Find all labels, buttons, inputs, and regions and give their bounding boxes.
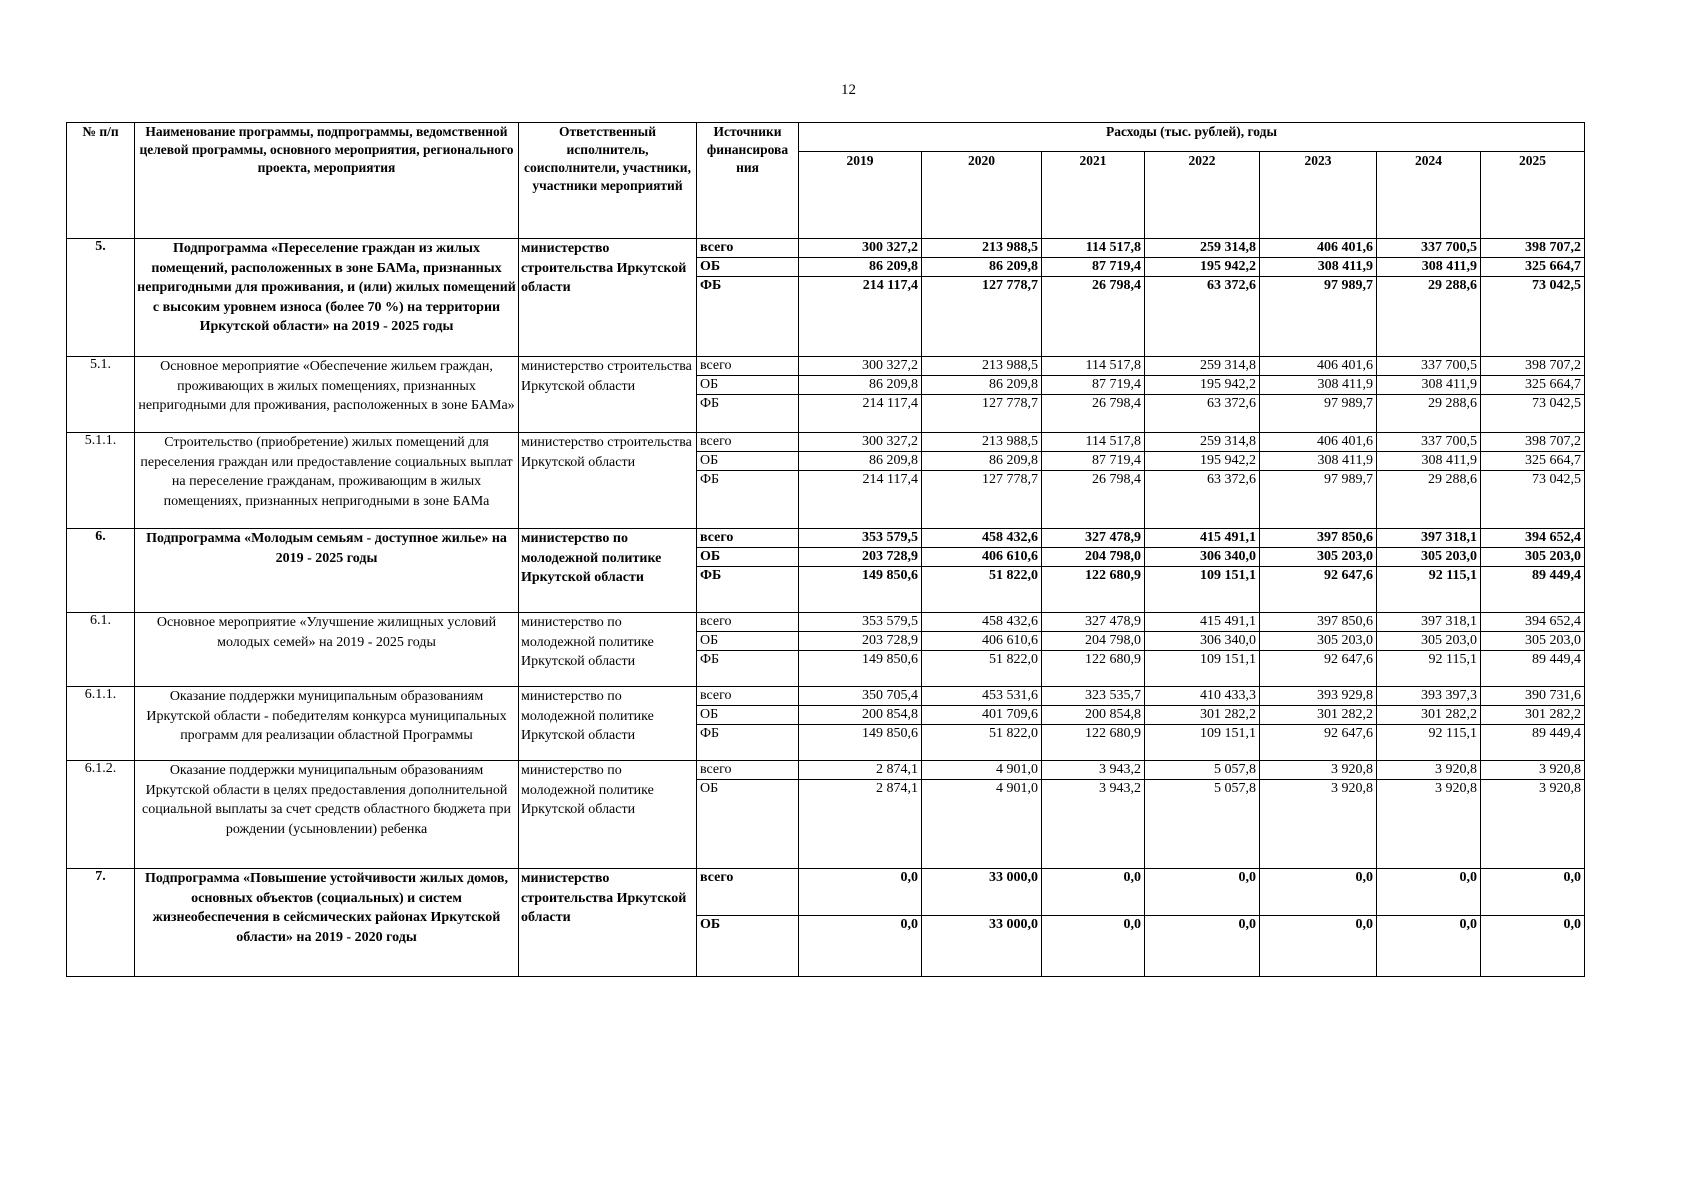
row-responsible: министерство по молодежной политике Иркутской области (519, 687, 697, 761)
row-responsible: министерство строительства Иркутской области (519, 357, 697, 433)
year-values (1042, 357, 1145, 433)
value-cell: 200 854,8 (799, 705, 921, 724)
row-number: 5.1. (67, 357, 135, 433)
year-values (1377, 529, 1481, 613)
header-sources: Источники финансирова ния (697, 123, 799, 239)
value-cell: 0,0 (1123, 870, 1141, 885)
value-cell: 390 731,6 (1525, 688, 1582, 703)
year-values (799, 869, 922, 977)
value-cell: 200 854,8 (1042, 705, 1144, 724)
value-cell: 308 411,9 (1377, 257, 1480, 276)
value-cell: 5 057,8 (1145, 779, 1259, 798)
value-cell: 122 680,9 (1042, 566, 1144, 585)
header-name: Наименование программы, подпрограммы, ведомственной целевой программы, основного мероприятия, регионального проекта, мероприятия (135, 123, 519, 239)
value-cell: 213 988,5 (982, 240, 1038, 255)
value-cell: 0,0 (1238, 870, 1256, 885)
value-cell: 26 798,4 (1042, 470, 1144, 489)
header-year: 2019 (799, 152, 922, 239)
row-sources (697, 357, 799, 433)
header-year: 2020 (922, 152, 1042, 239)
table-header (67, 123, 1585, 239)
header-expenses: Расходы (тыс. рублей), годы (799, 123, 1585, 152)
value-cell: 29 288,6 (1377, 470, 1480, 489)
value-cell: 415 491,1 (1200, 614, 1256, 629)
value-cell: 300 327,2 (862, 358, 918, 373)
year-values (1145, 529, 1260, 613)
value-cell: 325 664,7 (1481, 451, 1584, 470)
source-label: всего (700, 434, 732, 449)
year-values (1260, 239, 1377, 357)
header-year: 2025 (1481, 152, 1585, 239)
year-values (1377, 613, 1481, 687)
row-responsible: министерство по молодежной политике Иркутской области (519, 761, 697, 869)
year-values (1260, 869, 1377, 977)
year-values (1260, 613, 1377, 687)
value-cell: 401 709,6 (922, 705, 1041, 724)
header-year: 2022 (1145, 152, 1260, 239)
value-cell: 89 449,4 (1481, 724, 1584, 743)
value-cell: 305 203,0 (1377, 547, 1480, 566)
year-values (1042, 869, 1145, 977)
year-values (799, 433, 922, 529)
value-cell: 92 115,1 (1377, 650, 1480, 669)
value-cell: 301 282,2 (1481, 705, 1584, 724)
source-label: всего (700, 688, 732, 703)
value-cell: 305 203,0 (1481, 631, 1584, 650)
year-values (922, 433, 1042, 529)
table-row (67, 761, 1585, 869)
year-values (1481, 357, 1585, 433)
value-cell: 305 203,0 (1260, 631, 1376, 650)
row-sources (697, 433, 799, 529)
value-cell: 114 517,8 (1085, 434, 1141, 449)
value-cell: 127 778,7 (922, 276, 1041, 295)
year-values (1481, 869, 1585, 977)
value-cell: 213 988,5 (982, 434, 1038, 449)
year-values (1145, 761, 1260, 869)
year-values (1042, 529, 1145, 613)
source-label: ФБ (697, 470, 798, 489)
value-cell: 308 411,9 (1260, 257, 1376, 276)
year-values (1377, 433, 1481, 529)
value-cell: 213 988,5 (982, 358, 1038, 373)
value-cell: 398 707,2 (1525, 434, 1582, 449)
value-cell: 306 340,0 (1145, 547, 1259, 566)
value-cell: 393 929,8 (1317, 688, 1373, 703)
row-number: 6.1.1. (67, 687, 135, 761)
value-cell: 394 652,4 (1525, 614, 1582, 629)
value-cell: 122 680,9 (1042, 650, 1144, 669)
year-values (799, 529, 922, 613)
value-cell: 26 798,4 (1042, 394, 1144, 413)
year-values (1260, 357, 1377, 433)
value-cell: 308 411,9 (1377, 375, 1480, 394)
value-cell: 33 000,0 (922, 915, 1041, 939)
row-responsible: министерство по молодежной политике Иркутской области (519, 613, 697, 687)
year-values (1145, 613, 1260, 687)
value-cell: 323 535,7 (1085, 688, 1141, 703)
value-cell: 453 531,6 (982, 688, 1038, 703)
value-cell: 63 372,6 (1145, 470, 1259, 489)
row-name: Основное мероприятие «Обеспечение жильем граждан, проживающих в жилых помещениях, признанных непригодными для проживания, расположенных в зоне БАМа» (135, 357, 519, 433)
value-cell: 214 117,4 (799, 276, 921, 295)
value-cell: 3 920,8 (1331, 762, 1373, 777)
value-cell: 406 610,6 (922, 547, 1041, 566)
value-cell: 114 517,8 (1085, 240, 1141, 255)
value-cell: 87 719,4 (1042, 375, 1144, 394)
year-values (1481, 433, 1585, 529)
header-year: 2023 (1260, 152, 1377, 239)
header-year: 2024 (1377, 152, 1481, 239)
value-cell: 0,0 (1481, 915, 1584, 939)
row-sources (697, 239, 799, 357)
value-cell: 0,0 (1145, 915, 1259, 939)
value-cell: 308 411,9 (1260, 375, 1376, 394)
row-responsible: министерство строительства Иркутской области (519, 869, 697, 977)
year-values (922, 613, 1042, 687)
value-cell: 308 411,9 (1377, 451, 1480, 470)
source-label: ФБ (697, 394, 798, 413)
value-cell: 86 209,8 (799, 375, 921, 394)
value-cell: 393 397,3 (1421, 688, 1477, 703)
value-cell: 337 700,5 (1421, 240, 1477, 255)
value-cell: 195 942,2 (1145, 375, 1259, 394)
value-cell: 92 115,1 (1377, 566, 1480, 585)
value-cell: 0,0 (900, 870, 918, 885)
value-cell: 397 318,1 (1421, 530, 1477, 545)
table-row (67, 433, 1585, 529)
value-cell: 3 920,8 (1435, 762, 1477, 777)
year-values (1260, 529, 1377, 613)
source-label: всего (700, 614, 732, 629)
source-label: всего (700, 870, 734, 885)
value-cell: 4 901,0 (922, 779, 1041, 798)
value-cell: 300 327,2 (862, 240, 918, 255)
row-number: 6. (67, 529, 135, 613)
value-cell: 0,0 (1042, 915, 1144, 939)
header-responsible: Ответственный исполнитель, соисполнители, участники, участники мероприятий (519, 123, 697, 239)
year-values (1260, 761, 1377, 869)
value-cell: 204 798,0 (1042, 547, 1144, 566)
value-cell: 306 340,0 (1145, 631, 1259, 650)
value-cell: 259 314,8 (1200, 358, 1256, 373)
value-cell: 3 920,8 (1377, 779, 1480, 798)
row-name: Строительство (приобретение) жилых помещений для переселения граждан или предоставление социальных выплат на переселение гражданам, проживающим в жилых помещениях, признанных непригодными в зоне БАМа (135, 433, 519, 529)
value-cell: 2 874,1 (876, 762, 918, 777)
year-values (1042, 239, 1145, 357)
row-number: 5. (67, 239, 135, 357)
value-cell: 0,0 (1260, 915, 1376, 939)
value-cell: 406 401,6 (1317, 240, 1373, 255)
row-name: Подпрограмма «Молодым семьям - доступное жилье» на 2019 - 2025 годы (135, 529, 519, 613)
row-number: 7. (67, 869, 135, 977)
year-values (1481, 529, 1585, 613)
value-cell: 89 449,4 (1481, 650, 1584, 669)
source-label: всего (700, 530, 734, 545)
value-cell: 51 822,0 (922, 566, 1041, 585)
value-cell: 394 652,4 (1525, 530, 1582, 545)
value-cell: 327 478,9 (1085, 530, 1141, 545)
year-values (799, 357, 922, 433)
value-cell: 0,0 (1563, 870, 1582, 885)
value-cell: 114 517,8 (1085, 358, 1141, 373)
value-cell: 149 850,6 (799, 650, 921, 669)
value-cell: 259 314,8 (1200, 434, 1256, 449)
table-row (67, 239, 1585, 357)
value-cell: 325 664,7 (1481, 375, 1584, 394)
value-cell: 410 433,3 (1200, 688, 1256, 703)
value-cell: 305 203,0 (1377, 631, 1480, 650)
value-cell: 350 705,4 (862, 688, 918, 703)
year-values (799, 613, 922, 687)
source-label: ОБ (697, 451, 798, 470)
value-cell: 97 989,7 (1260, 470, 1376, 489)
value-cell: 0,0 (1459, 870, 1477, 885)
source-label: всего (700, 358, 732, 373)
value-cell: 5 057,8 (1214, 762, 1256, 777)
year-values (922, 529, 1042, 613)
value-cell: 29 288,6 (1377, 276, 1480, 295)
year-values (1145, 687, 1260, 761)
table-row (67, 613, 1585, 687)
value-cell: 86 209,8 (922, 375, 1041, 394)
value-cell: 353 579,5 (862, 614, 918, 629)
value-cell: 259 314,8 (1200, 240, 1256, 255)
row-sources (697, 869, 799, 977)
year-values (1481, 687, 1585, 761)
value-cell: 73 042,5 (1481, 276, 1584, 295)
value-cell: 51 822,0 (922, 724, 1041, 743)
value-cell: 406 401,6 (1317, 358, 1373, 373)
year-values (1377, 357, 1481, 433)
value-cell: 308 411,9 (1260, 451, 1376, 470)
value-cell: 73 042,5 (1481, 470, 1584, 489)
value-cell: 86 209,8 (799, 451, 921, 470)
value-cell: 0,0 (799, 915, 921, 939)
value-cell: 26 798,4 (1042, 276, 1144, 295)
row-number: 6.1. (67, 613, 135, 687)
value-cell: 63 372,6 (1145, 276, 1259, 295)
source-label: всего (700, 762, 732, 777)
value-cell: 29 288,6 (1377, 394, 1480, 413)
row-name: Оказание поддержки муниципальным образованиям Иркутской области - победителям конкурса муниципальных программ для реализации областной Программы (135, 687, 519, 761)
year-values (1377, 239, 1481, 357)
value-cell: 337 700,5 (1421, 358, 1477, 373)
value-cell: 33 000,0 (989, 870, 1038, 885)
value-cell: 398 707,2 (1525, 240, 1582, 255)
year-values (799, 239, 922, 357)
table-row (67, 357, 1585, 433)
year-values (922, 869, 1042, 977)
value-cell: 397 850,6 (1317, 614, 1373, 629)
value-cell: 87 719,4 (1042, 451, 1144, 470)
year-values (1145, 239, 1260, 357)
year-values (799, 761, 922, 869)
year-values (1260, 433, 1377, 529)
value-cell: 109 151,1 (1145, 650, 1259, 669)
value-cell: 397 318,1 (1421, 614, 1477, 629)
value-cell: 203 728,9 (799, 631, 921, 650)
year-values (922, 239, 1042, 357)
value-cell: 0,0 (1355, 870, 1373, 885)
year-values (1481, 761, 1585, 869)
value-cell: 97 989,7 (1260, 394, 1376, 413)
year-values (799, 687, 922, 761)
source-label: ФБ (697, 566, 798, 585)
table-body (67, 239, 1585, 977)
year-values (1377, 687, 1481, 761)
value-cell: 73 042,5 (1481, 394, 1584, 413)
value-cell: 4 901,0 (996, 762, 1038, 777)
row-name: Подпрограмма «Переселение граждан из жилых помещений, расположенных в зоне БАМа, признанных непригодными для проживания, и (или) жилых помещений с высоким уровнем износа (более 70 %) на территории Иркутской области» на 2019 - 2025 годы (135, 239, 519, 357)
year-values (1042, 687, 1145, 761)
row-sources (697, 687, 799, 761)
year-values (1042, 433, 1145, 529)
value-cell: 204 798,0 (1042, 631, 1144, 650)
source-label: ОБ (697, 547, 798, 566)
source-label: ФБ (697, 650, 798, 669)
value-cell: 353 579,5 (862, 530, 918, 545)
source-label: ОБ (697, 257, 798, 276)
value-cell: 127 778,7 (922, 470, 1041, 489)
value-cell: 149 850,6 (799, 724, 921, 743)
year-values (1481, 613, 1585, 687)
value-cell: 3 943,2 (1099, 762, 1141, 777)
value-cell: 325 664,7 (1481, 257, 1584, 276)
value-cell: 109 151,1 (1145, 566, 1259, 585)
source-label: ОБ (697, 705, 798, 724)
row-name: Основное мероприятие «Улучшение жилищных условий молодых семей» на 2019 - 2025 годы (135, 613, 519, 687)
header-num: № п/п (67, 123, 135, 239)
year-values (1042, 761, 1145, 869)
value-cell: 2 874,1 (799, 779, 921, 798)
value-cell: 89 449,4 (1481, 566, 1584, 585)
value-cell: 97 989,7 (1260, 276, 1376, 295)
value-cell: 3 920,8 (1481, 779, 1584, 798)
value-cell: 3 920,8 (1539, 762, 1582, 777)
year-values (1145, 869, 1260, 977)
value-cell: 92 647,6 (1260, 724, 1376, 743)
value-cell: 458 432,6 (982, 530, 1038, 545)
value-cell: 301 282,2 (1377, 705, 1480, 724)
value-cell: 415 491,1 (1200, 530, 1256, 545)
value-cell: 86 209,8 (799, 257, 921, 276)
row-sources (697, 529, 799, 613)
value-cell: 305 203,0 (1481, 547, 1584, 566)
row-responsible: министерство по молодежной политике Иркутской области (519, 529, 697, 613)
value-cell: 203 728,9 (799, 547, 921, 566)
value-cell: 301 282,2 (1145, 705, 1259, 724)
value-cell: 86 209,8 (922, 451, 1041, 470)
value-cell: 86 209,8 (922, 257, 1041, 276)
row-responsible: министерство строительства Иркутской области (519, 433, 697, 529)
value-cell: 397 850,6 (1317, 530, 1373, 545)
value-cell: 92 647,6 (1260, 650, 1376, 669)
value-cell: 301 282,2 (1260, 705, 1376, 724)
year-values (1145, 357, 1260, 433)
table-row (67, 869, 1585, 977)
table-row (67, 687, 1585, 761)
value-cell: 122 680,9 (1042, 724, 1144, 743)
value-cell: 300 327,2 (862, 434, 918, 449)
year-values (1260, 687, 1377, 761)
year-values (1481, 239, 1585, 357)
table-row (67, 529, 1585, 613)
value-cell: 337 700,5 (1421, 434, 1477, 449)
value-cell: 63 372,6 (1145, 394, 1259, 413)
source-label: всего (700, 240, 734, 255)
row-responsible: министерство строительства Иркутской области (519, 239, 697, 357)
value-cell: 195 942,2 (1145, 451, 1259, 470)
source-label: ОБ (697, 915, 798, 939)
value-cell: 127 778,7 (922, 394, 1041, 413)
value-cell: 327 478,9 (1085, 614, 1141, 629)
page-number: 12 (841, 82, 856, 98)
value-cell: 149 850,6 (799, 566, 921, 585)
year-values (1377, 869, 1481, 977)
row-sources (697, 761, 799, 869)
source-label: ФБ (697, 276, 798, 295)
value-cell: 92 647,6 (1260, 566, 1376, 585)
value-cell: 3 943,2 (1042, 779, 1144, 798)
value-cell: 214 117,4 (799, 470, 921, 489)
value-cell: 398 707,2 (1525, 358, 1582, 373)
source-label: ОБ (697, 375, 798, 394)
value-cell: 109 151,1 (1145, 724, 1259, 743)
budget-table (66, 122, 1585, 977)
value-cell: 87 719,4 (1042, 257, 1144, 276)
value-cell: 3 920,8 (1260, 779, 1376, 798)
value-cell: 305 203,0 (1260, 547, 1376, 566)
year-values (1145, 433, 1260, 529)
year-values (1042, 613, 1145, 687)
row-name: Подпрограмма «Повышение устойчивости жилых домов, основных объектов (социальных) и систем жизнеобеспечения в сейсмических районах Иркутской области» на 2019 - 2020 годы (135, 869, 519, 977)
row-number: 6.1.2. (67, 761, 135, 869)
year-values (1377, 761, 1481, 869)
value-cell: 195 942,2 (1145, 257, 1259, 276)
value-cell: 92 115,1 (1377, 724, 1480, 743)
source-label: ОБ (697, 779, 798, 798)
source-label: ФБ (697, 724, 798, 743)
row-sources (697, 613, 799, 687)
row-name: Оказание поддержки муниципальным образованиям Иркутской области в целях предоставления дополнительной социальной выплаты за счет средств областного бюджета при рождении (усыновлении) ребенка (135, 761, 519, 869)
row-number: 5.1.1. (67, 433, 135, 529)
year-values (922, 687, 1042, 761)
value-cell: 214 117,4 (799, 394, 921, 413)
value-cell: 406 610,6 (922, 631, 1041, 650)
value-cell: 0,0 (1377, 915, 1480, 939)
value-cell: 458 432,6 (982, 614, 1038, 629)
value-cell: 406 401,6 (1317, 434, 1373, 449)
year-values (922, 761, 1042, 869)
header-year: 2021 (1042, 152, 1145, 239)
value-cell: 51 822,0 (922, 650, 1041, 669)
year-values (922, 357, 1042, 433)
source-label: ОБ (697, 631, 798, 650)
